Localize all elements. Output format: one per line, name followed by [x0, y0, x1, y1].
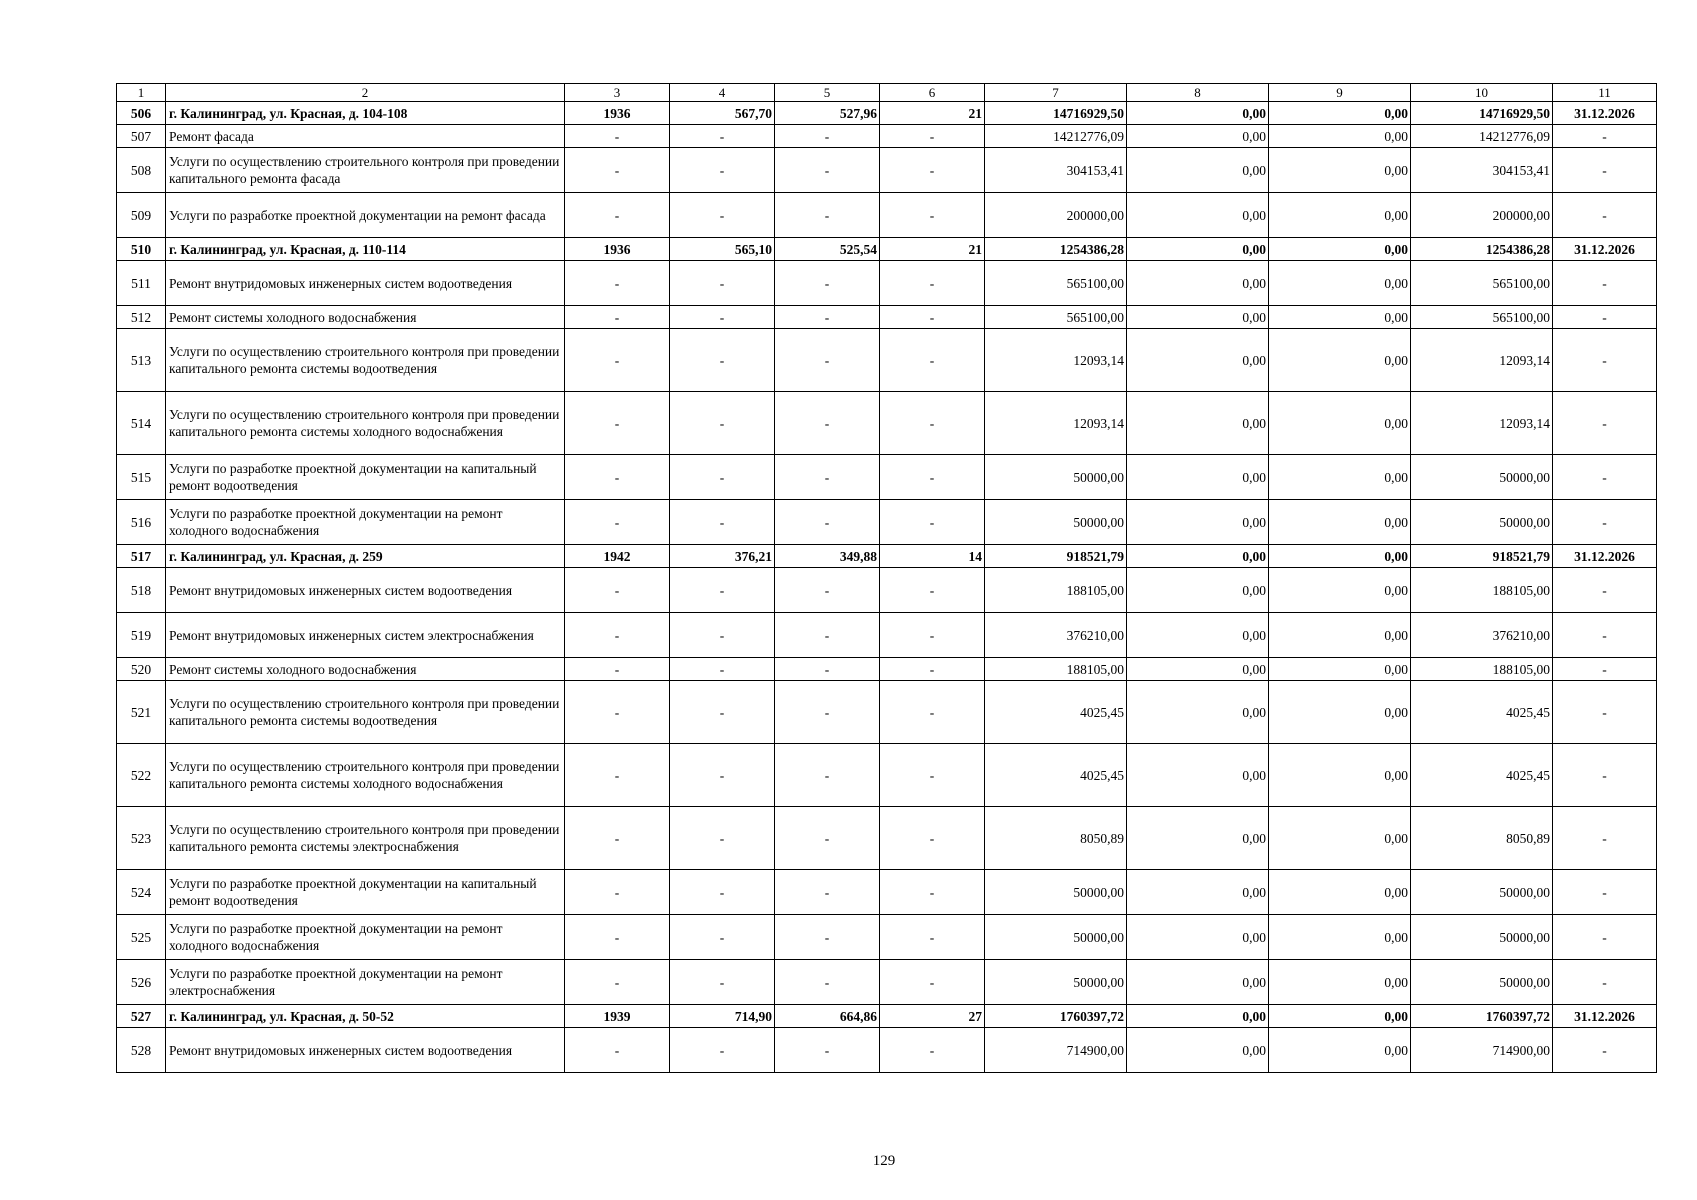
col-7-value: 565100,00	[985, 306, 1127, 329]
row-number: 520	[117, 658, 166, 681]
col-10-value: 14716929,50	[1411, 102, 1553, 125]
row-name: г. Калининград, ул. Красная, д. 104-108	[166, 102, 565, 125]
col-11-value: -	[1553, 870, 1657, 915]
col-5-value: 525,54	[775, 238, 880, 261]
col-8-value: 0,00	[1127, 193, 1269, 238]
col-4-value: -	[670, 261, 775, 306]
col-10-value: 4025,45	[1411, 681, 1553, 744]
col-3-value: -	[565, 744, 670, 807]
row-name: Ремонт внутридомовых инженерных систем электроснабжения	[166, 613, 565, 658]
col-4-value: -	[670, 681, 775, 744]
col-11-value: -	[1553, 261, 1657, 306]
row-number: 528	[117, 1028, 166, 1073]
col-8-value: 0,00	[1127, 392, 1269, 455]
col-7-value: 50000,00	[985, 870, 1127, 915]
col-6-value: -	[880, 870, 985, 915]
page-number: 129	[872, 1153, 896, 1169]
row-name: Услуги по осуществлению строительного контроля при проведении капитального ремонта системы электроснабжения	[166, 807, 565, 870]
column-header: 1	[117, 84, 166, 102]
col-8-value: 0,00	[1127, 744, 1269, 807]
col-4-value: -	[670, 193, 775, 238]
col-7-value: 376210,00	[985, 613, 1127, 658]
col-9-value: 0,00	[1269, 915, 1411, 960]
row-number: 516	[117, 500, 166, 545]
col-7-value: 50000,00	[985, 960, 1127, 1005]
col-7-value: 304153,41	[985, 148, 1127, 193]
row-name: Ремонт фасада	[166, 125, 565, 148]
col-6-value: -	[880, 455, 985, 500]
col-3-value: -	[565, 681, 670, 744]
table-body	[117, 84, 1657, 1073]
col-11-value: -	[1553, 392, 1657, 455]
col-3-value: -	[565, 915, 670, 960]
col-8-value: 0,00	[1127, 455, 1269, 500]
col-9-value: 0,00	[1269, 1028, 1411, 1073]
col-8-value: 0,00	[1127, 261, 1269, 306]
row-number: 510	[117, 238, 166, 261]
col-8-value: 0,00	[1127, 306, 1269, 329]
table-row	[117, 807, 1657, 870]
col-5-value: -	[775, 960, 880, 1005]
col-10-value: 188105,00	[1411, 658, 1553, 681]
row-number: 508	[117, 148, 166, 193]
table-row	[117, 500, 1657, 545]
col-8-value: 0,00	[1127, 500, 1269, 545]
row-name: г. Калининград, ул. Красная, д. 50-52	[166, 1005, 565, 1028]
col-11-value: -	[1553, 193, 1657, 238]
table-row	[117, 568, 1657, 613]
col-11-value: -	[1553, 125, 1657, 148]
col-5-value: -	[775, 915, 880, 960]
col-8-value: 0,00	[1127, 870, 1269, 915]
col-3-value: 1936	[565, 102, 670, 125]
row-name: Услуги по осуществлению строительного контроля при проведении капитального ремонта системы холодного водоснабжения	[166, 392, 565, 455]
row-name: Услуги по осуществлению строительного контроля при проведении капитального ремонта системы водоотведения	[166, 681, 565, 744]
col-4-value: -	[670, 148, 775, 193]
table-row	[117, 261, 1657, 306]
col-3-value: -	[565, 193, 670, 238]
col-11-value: -	[1553, 500, 1657, 545]
col-9-value: 0,00	[1269, 261, 1411, 306]
col-10-value: 565100,00	[1411, 261, 1553, 306]
col-10-value: 8050,89	[1411, 807, 1553, 870]
address-row	[117, 238, 1657, 261]
col-8-value: 0,00	[1127, 658, 1269, 681]
col-9-value: 0,00	[1269, 455, 1411, 500]
col-10-value: 304153,41	[1411, 148, 1553, 193]
col-5-value: -	[775, 613, 880, 658]
table-row	[117, 148, 1657, 193]
table-row	[117, 744, 1657, 807]
col-8-value: 0,00	[1127, 1005, 1269, 1028]
col-4-value: 714,90	[670, 1005, 775, 1028]
col-4-value: -	[670, 870, 775, 915]
col-7-value: 188105,00	[985, 658, 1127, 681]
col-8-value: 0,00	[1127, 148, 1269, 193]
column-header: 11	[1553, 84, 1657, 102]
col-4-value: -	[670, 658, 775, 681]
row-number: 513	[117, 329, 166, 392]
row-name: Услуги по осуществлению строительного контроля при проведении капитального ремонта системы холодного водоснабжения	[166, 744, 565, 807]
row-number: 525	[117, 915, 166, 960]
col-10-value: 918521,79	[1411, 545, 1553, 568]
col-9-value: 0,00	[1269, 870, 1411, 915]
col-4-value: -	[670, 455, 775, 500]
col-10-value: 12093,14	[1411, 329, 1553, 392]
col-4-value: 376,21	[670, 545, 775, 568]
address-row	[117, 102, 1657, 125]
col-7-value: 1254386,28	[985, 238, 1127, 261]
col-10-value: 188105,00	[1411, 568, 1553, 613]
col-5-value: 664,86	[775, 1005, 880, 1028]
row-number: 527	[117, 1005, 166, 1028]
row-number: 526	[117, 960, 166, 1005]
column-header: 6	[880, 84, 985, 102]
col-8-value: 0,00	[1127, 568, 1269, 613]
table-row	[117, 306, 1657, 329]
column-header: 4	[670, 84, 775, 102]
col-11-value: -	[1553, 613, 1657, 658]
address-row	[117, 1005, 1657, 1028]
col-3-value: -	[565, 392, 670, 455]
col-11-value: -	[1553, 960, 1657, 1005]
row-number: 509	[117, 193, 166, 238]
row-number: 519	[117, 613, 166, 658]
col-3-value: -	[565, 261, 670, 306]
col-8-value: 0,00	[1127, 238, 1269, 261]
col-3-value: -	[565, 329, 670, 392]
col-5-value: -	[775, 148, 880, 193]
col-5-value: -	[775, 500, 880, 545]
col-6-value: 21	[880, 102, 985, 125]
col-9-value: 0,00	[1269, 125, 1411, 148]
col-4-value: -	[670, 807, 775, 870]
col-10-value: 1760397,72	[1411, 1005, 1553, 1028]
column-header: 2	[166, 84, 565, 102]
col-8-value: 0,00	[1127, 545, 1269, 568]
column-header: 9	[1269, 84, 1411, 102]
row-number: 518	[117, 568, 166, 613]
col-11-value: -	[1553, 306, 1657, 329]
col-9-value: 0,00	[1269, 193, 1411, 238]
col-5-value: -	[775, 681, 880, 744]
col-9-value: 0,00	[1269, 545, 1411, 568]
row-number: 517	[117, 545, 166, 568]
col-6-value: -	[880, 193, 985, 238]
col-3-value: -	[565, 306, 670, 329]
col-6-value: 14	[880, 545, 985, 568]
col-3-value: -	[565, 807, 670, 870]
col-8-value: 0,00	[1127, 960, 1269, 1005]
row-number: 523	[117, 807, 166, 870]
col-10-value: 4025,45	[1411, 744, 1553, 807]
col-7-value: 1760397,72	[985, 1005, 1127, 1028]
col-7-value: 4025,45	[985, 744, 1127, 807]
col-10-value: 50000,00	[1411, 500, 1553, 545]
col-10-value: 714900,00	[1411, 1028, 1553, 1073]
row-number: 512	[117, 306, 166, 329]
col-6-value: -	[880, 392, 985, 455]
column-header: 7	[985, 84, 1127, 102]
col-3-value: -	[565, 500, 670, 545]
col-5-value: -	[775, 125, 880, 148]
col-8-value: 0,00	[1127, 102, 1269, 125]
col-11-value: 31.12.2026	[1553, 1005, 1657, 1028]
col-4-value: -	[670, 568, 775, 613]
table-row	[117, 960, 1657, 1005]
row-name: Услуги по разработке проектной документации на ремонт фасада	[166, 193, 565, 238]
col-10-value: 12093,14	[1411, 392, 1553, 455]
col-7-value: 714900,00	[985, 1028, 1127, 1073]
col-3-value: -	[565, 1028, 670, 1073]
col-5-value: -	[775, 193, 880, 238]
col-3-value: -	[565, 568, 670, 613]
col-3-value: -	[565, 960, 670, 1005]
table-row	[117, 915, 1657, 960]
column-header: 8	[1127, 84, 1269, 102]
col-8-value: 0,00	[1127, 915, 1269, 960]
row-number: 511	[117, 261, 166, 306]
row-name: Услуги по разработке проектной документации на ремонт электроснабжения	[166, 960, 565, 1005]
col-9-value: 0,00	[1269, 960, 1411, 1005]
col-4-value: -	[670, 329, 775, 392]
col-6-value: -	[880, 329, 985, 392]
col-5-value: -	[775, 658, 880, 681]
row-name: Ремонт внутридомовых инженерных систем водоотведения	[166, 1028, 565, 1073]
col-7-value: 14212776,09	[985, 125, 1127, 148]
col-9-value: 0,00	[1269, 568, 1411, 613]
col-6-value: -	[880, 807, 985, 870]
col-7-value: 565100,00	[985, 261, 1127, 306]
col-8-value: 0,00	[1127, 807, 1269, 870]
col-9-value: 0,00	[1269, 238, 1411, 261]
col-7-value: 50000,00	[985, 915, 1127, 960]
row-name: Ремонт внутридомовых инженерных систем водоотведения	[166, 261, 565, 306]
row-name: Услуги по разработке проектной документации на капитальный ремонт водоотведения	[166, 455, 565, 500]
col-6-value: -	[880, 960, 985, 1005]
col-9-value: 0,00	[1269, 329, 1411, 392]
row-name: Услуги по разработке проектной документации на ремонт холодного водоснабжения	[166, 500, 565, 545]
col-10-value: 50000,00	[1411, 870, 1553, 915]
data-table	[116, 83, 1657, 1073]
col-9-value: 0,00	[1269, 658, 1411, 681]
col-9-value: 0,00	[1269, 681, 1411, 744]
col-5-value: -	[775, 392, 880, 455]
col-3-value: -	[565, 658, 670, 681]
col-8-value: 0,00	[1127, 329, 1269, 392]
col-5-value: -	[775, 744, 880, 807]
col-9-value: 0,00	[1269, 744, 1411, 807]
col-11-value: -	[1553, 329, 1657, 392]
col-7-value: 8050,89	[985, 807, 1127, 870]
row-name: Ремонт системы холодного водоснабжения	[166, 658, 565, 681]
col-9-value: 0,00	[1269, 392, 1411, 455]
col-11-value: 31.12.2026	[1553, 545, 1657, 568]
col-9-value: 0,00	[1269, 500, 1411, 545]
row-number: 506	[117, 102, 166, 125]
col-5-value: -	[775, 807, 880, 870]
row-name: Услуги по разработке проектной документации на капитальный ремонт водоотведения	[166, 870, 565, 915]
col-5-value: -	[775, 455, 880, 500]
column-header: 3	[565, 84, 670, 102]
col-11-value: -	[1553, 744, 1657, 807]
table-row	[117, 613, 1657, 658]
col-9-value: 0,00	[1269, 102, 1411, 125]
address-row	[117, 545, 1657, 568]
table-row	[117, 658, 1657, 681]
col-11-value: -	[1553, 915, 1657, 960]
col-11-value: -	[1553, 455, 1657, 500]
row-name: Ремонт системы холодного водоснабжения	[166, 306, 565, 329]
col-6-value: -	[880, 261, 985, 306]
row-number: 524	[117, 870, 166, 915]
column-header: 10	[1411, 84, 1553, 102]
col-11-value: 31.12.2026	[1553, 102, 1657, 125]
col-5-value: 527,96	[775, 102, 880, 125]
table-row	[117, 329, 1657, 392]
col-5-value: -	[775, 870, 880, 915]
col-3-value: 1936	[565, 238, 670, 261]
col-4-value: -	[670, 392, 775, 455]
col-9-value: 0,00	[1269, 613, 1411, 658]
col-10-value: 376210,00	[1411, 613, 1553, 658]
col-4-value: -	[670, 1028, 775, 1073]
col-6-value: -	[880, 306, 985, 329]
col-7-value: 12093,14	[985, 329, 1127, 392]
col-7-value: 50000,00	[985, 500, 1127, 545]
table-row	[117, 870, 1657, 915]
col-11-value: -	[1553, 658, 1657, 681]
col-7-value: 14716929,50	[985, 102, 1127, 125]
row-number: 507	[117, 125, 166, 148]
col-5-value: -	[775, 261, 880, 306]
col-3-value: 1939	[565, 1005, 670, 1028]
col-7-value: 188105,00	[985, 568, 1127, 613]
col-4-value: 565,10	[670, 238, 775, 261]
col-7-value: 12093,14	[985, 392, 1127, 455]
col-7-value: 4025,45	[985, 681, 1127, 744]
col-10-value: 1254386,28	[1411, 238, 1553, 261]
col-3-value: -	[565, 148, 670, 193]
col-11-value: 31.12.2026	[1553, 238, 1657, 261]
col-7-value: 50000,00	[985, 455, 1127, 500]
col-6-value: -	[880, 915, 985, 960]
col-6-value: -	[880, 148, 985, 193]
col-6-value: -	[880, 658, 985, 681]
col-6-value: -	[880, 744, 985, 807]
col-7-value: 918521,79	[985, 545, 1127, 568]
col-3-value: -	[565, 455, 670, 500]
col-11-value: -	[1553, 681, 1657, 744]
col-5-value: -	[775, 306, 880, 329]
col-6-value: 21	[880, 238, 985, 261]
col-4-value: -	[670, 306, 775, 329]
table-row	[117, 125, 1657, 148]
col-10-value: 200000,00	[1411, 193, 1553, 238]
col-4-value: 567,70	[670, 102, 775, 125]
col-9-value: 0,00	[1269, 807, 1411, 870]
row-name: г. Калининград, ул. Красная, д. 110-114	[166, 238, 565, 261]
col-6-value: -	[880, 568, 985, 613]
col-3-value: -	[565, 125, 670, 148]
col-9-value: 0,00	[1269, 306, 1411, 329]
col-9-value: 0,00	[1269, 1005, 1411, 1028]
col-5-value: -	[775, 329, 880, 392]
col-10-value: 50000,00	[1411, 455, 1553, 500]
col-4-value: -	[670, 500, 775, 545]
row-name: Ремонт внутридомовых инженерных систем водоотведения	[166, 568, 565, 613]
col-5-value: -	[775, 1028, 880, 1073]
col-6-value: -	[880, 1028, 985, 1073]
column-header: 5	[775, 84, 880, 102]
col-8-value: 0,00	[1127, 125, 1269, 148]
col-6-value: -	[880, 681, 985, 744]
col-6-value: -	[880, 125, 985, 148]
col-10-value: 14212776,09	[1411, 125, 1553, 148]
col-8-value: 0,00	[1127, 1028, 1269, 1073]
col-4-value: -	[670, 915, 775, 960]
col-3-value: 1942	[565, 545, 670, 568]
row-number: 514	[117, 392, 166, 455]
col-10-value: 50000,00	[1411, 915, 1553, 960]
row-name: Услуги по разработке проектной документации на ремонт холодного водоснабжения	[166, 915, 565, 960]
col-4-value: -	[670, 613, 775, 658]
column-number-row	[117, 84, 1657, 102]
col-6-value: -	[880, 500, 985, 545]
col-10-value: 50000,00	[1411, 960, 1553, 1005]
row-name: г. Калининград, ул. Красная, д. 259	[166, 545, 565, 568]
col-10-value: 565100,00	[1411, 306, 1553, 329]
col-11-value: -	[1553, 148, 1657, 193]
col-4-value: -	[670, 744, 775, 807]
table-row	[117, 392, 1657, 455]
col-4-value: -	[670, 125, 775, 148]
col-5-value: -	[775, 568, 880, 613]
col-7-value: 200000,00	[985, 193, 1127, 238]
col-9-value: 0,00	[1269, 148, 1411, 193]
table-row	[117, 681, 1657, 744]
col-11-value: -	[1553, 1028, 1657, 1073]
row-number: 521	[117, 681, 166, 744]
col-5-value: 349,88	[775, 545, 880, 568]
col-8-value: 0,00	[1127, 681, 1269, 744]
table-row	[117, 193, 1657, 238]
col-4-value: -	[670, 960, 775, 1005]
col-8-value: 0,00	[1127, 613, 1269, 658]
row-name: Услуги по осуществлению строительного контроля при проведении капитального ремонта системы водоотведения	[166, 329, 565, 392]
col-11-value: -	[1553, 807, 1657, 870]
col-6-value: 27	[880, 1005, 985, 1028]
row-number: 515	[117, 455, 166, 500]
table-row	[117, 1028, 1657, 1073]
col-3-value: -	[565, 613, 670, 658]
col-11-value: -	[1553, 568, 1657, 613]
row-number: 522	[117, 744, 166, 807]
col-3-value: -	[565, 870, 670, 915]
row-name: Услуги по осуществлению строительного контроля при проведении капитального ремонта фасада	[166, 148, 565, 193]
table-row	[117, 455, 1657, 500]
col-6-value: -	[880, 613, 985, 658]
